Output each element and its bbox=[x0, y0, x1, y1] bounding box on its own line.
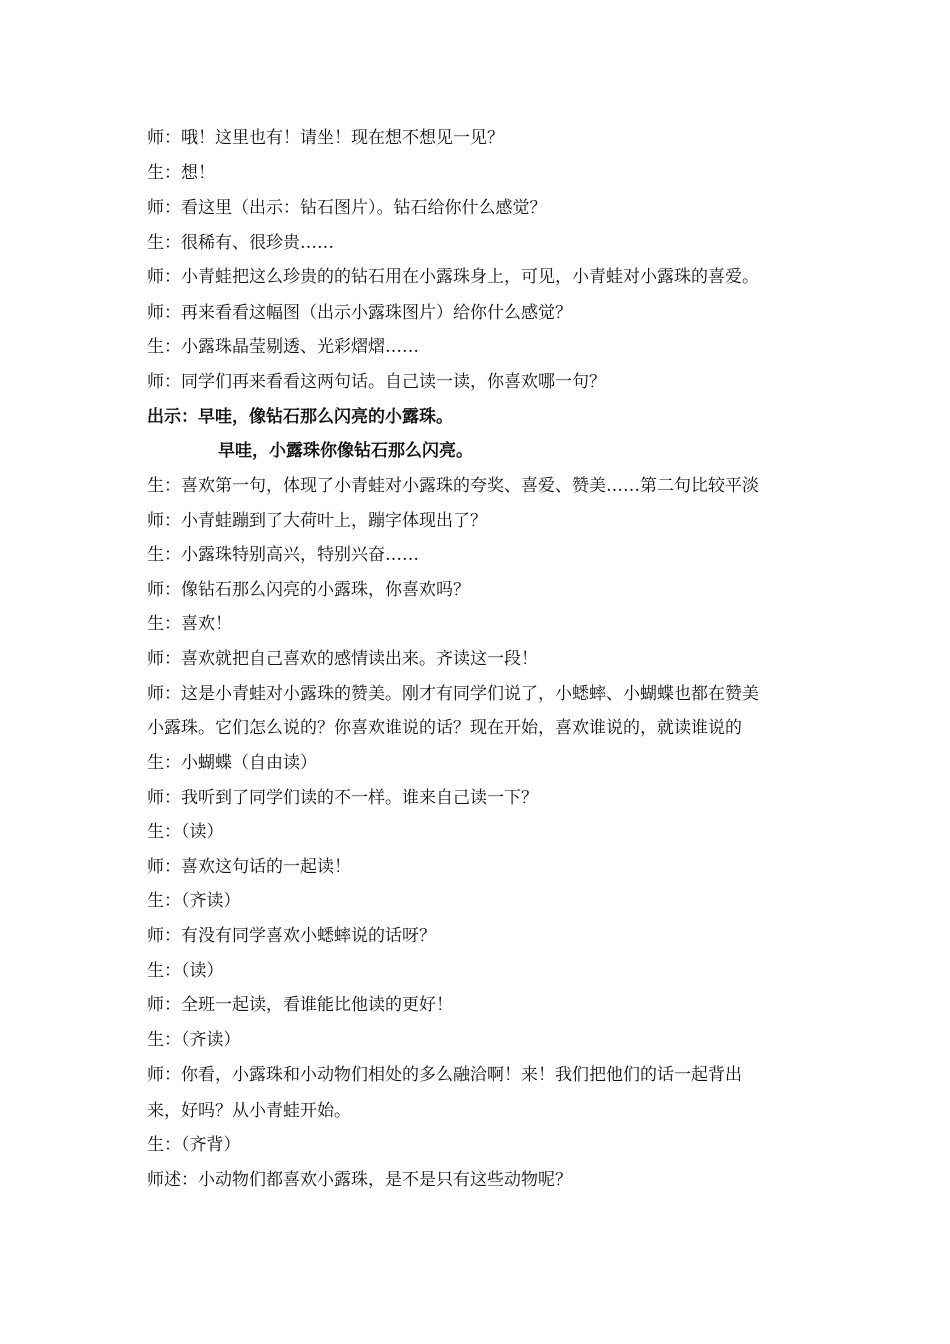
dialogue-line: 生：想！ bbox=[147, 163, 215, 183]
display-sentence-1: 出示：早哇，像钻石那么闪亮的小露珠。 bbox=[147, 407, 453, 427]
dialogue-line: 生：很稀有、很珍贵…… bbox=[147, 233, 334, 253]
dialogue-line: 师：像钻石那么闪亮的小露珠，你喜欢吗？ bbox=[147, 580, 470, 600]
dialogue-line: 生：小蝴蝶（自由读） bbox=[147, 753, 317, 773]
dialogue-line: 生：小露珠特别高兴，特别兴奋…… bbox=[147, 545, 419, 565]
dialogue-line: 师：喜欢这句话的一起读！ bbox=[147, 857, 351, 877]
dialogue-line: 师：小青蛙把这么珍贵的的钻石用在小露珠身上，可见，小青蛙对小露珠的喜爱。 bbox=[147, 267, 759, 287]
display-sentence-2: 早哇，小露珠你像钻石那么闪亮。 bbox=[218, 441, 473, 461]
dialogue-line: 师：哦！这里也有！请坐！现在想不想见一见？ bbox=[147, 128, 504, 148]
dialogue-line: 来，好吗？从小青蛙开始。 bbox=[147, 1101, 351, 1121]
dialogue-line: 师：有没有同学喜欢小蟋蟀说的话呀？ bbox=[147, 926, 436, 946]
dialogue-line: 生：（齐读） bbox=[147, 891, 241, 911]
dialogue-line: 生：（读） bbox=[147, 961, 224, 981]
dialogue-line: 师：同学们再来看看这两句话。自己读一读，你喜欢哪一句？ bbox=[147, 372, 606, 392]
dialogue-line: 小露珠。它们怎么说的？你喜欢谁说的话？现在开始，喜欢谁说的，就读谁说的 bbox=[147, 718, 742, 738]
dialogue-line: 师：你看，小露珠和小动物们相处的多么融洽啊！来！我们把他们的话一起背出 bbox=[147, 1065, 742, 1085]
dialogue-line: 师：这是小青蛙对小露珠的赞美。刚才有同学们说了，小蟋蟀、小蝴蝶也都在赞美 bbox=[147, 684, 759, 704]
dialogue-line: 生：小露珠晶莹剔透、光彩熠熠…… bbox=[147, 337, 419, 357]
dialogue-line: 师：全班一起读，看谁能比他读的更好！ bbox=[147, 995, 453, 1015]
dialogue-line: 师：看这里（出示：钻石图片）。钻石给你什么感觉？ bbox=[147, 198, 547, 218]
dialogue-line: 生：喜欢第一句，体现了小青蛙对小露珠的夸奖、喜爱、赞美……第二句比较平淡 bbox=[147, 476, 759, 496]
dialogue-line: 生：（读） bbox=[147, 822, 224, 842]
dialogue-line: 生：喜欢！ bbox=[147, 614, 232, 634]
dialogue-line: 师：再来看看这幅图（出示小露珠图片）给你什么感觉？ bbox=[147, 303, 572, 323]
dialogue-line: 师述：小动物们都喜欢小露珠，是不是只有这些动物呢？ bbox=[147, 1170, 572, 1190]
dialogue-line: 师：喜欢就把自己喜欢的感情读出来。齐读这一段！ bbox=[147, 649, 538, 669]
dialogue-line: 师：我听到了同学们读的不一样。谁来自己读一下？ bbox=[147, 788, 538, 808]
dialogue-line: 师：小青蛙蹦到了大荷叶上，蹦字体现出了？ bbox=[147, 511, 487, 531]
dialogue-line: 生：（齐读） bbox=[147, 1030, 241, 1050]
dialogue-line: 生：（齐背） bbox=[147, 1135, 241, 1155]
